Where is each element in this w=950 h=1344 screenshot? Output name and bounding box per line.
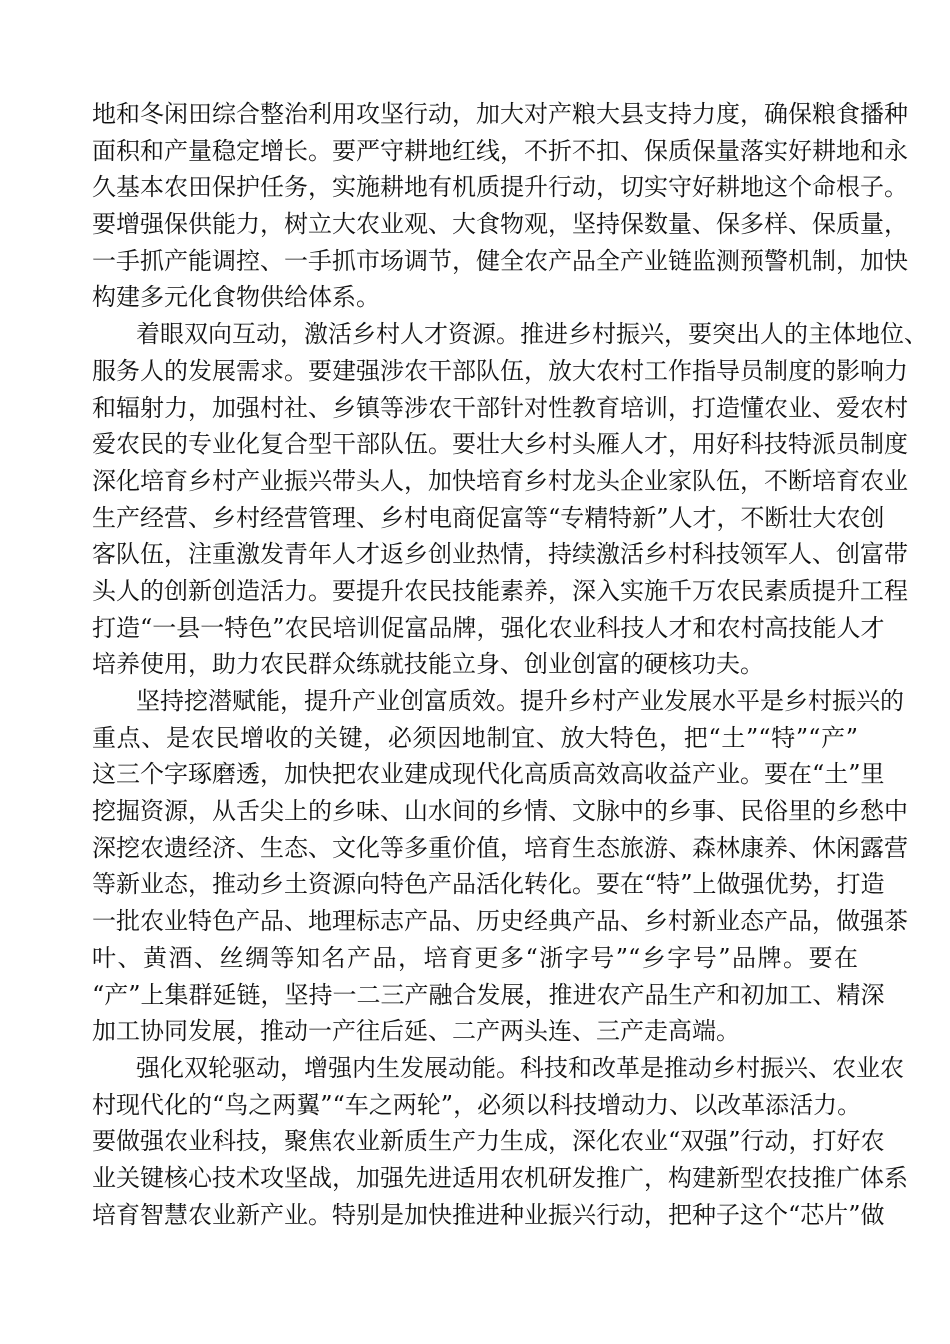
- text-line: 一手抓产能调控、一手抓市场调节，健全农产品全产业链监测预警机制，加快: [92, 246, 908, 275]
- text-line: 着眼双向互动，激活乡村人才资源。推进乡村振兴，要突出人的主体地位、: [136, 320, 928, 349]
- text-line: 构建多元化食物供给体系。: [92, 283, 380, 312]
- text-line: 这三个字琢磨透，加快把农业建成现代化高质高效高收益产业。要在“土”里: [92, 760, 885, 789]
- text-line: 强化双轮驱动，增强内生发展动能。科技和改革是推动乡村振兴、农业农: [136, 1053, 904, 1082]
- paragraph-rural-talent: [92, 316, 928, 683]
- text-line: 培育智慧农业新产业。特别是加快推进种业振兴行动，把种子这个“芯片”做: [92, 1200, 885, 1229]
- text-line: 重点、是农民增收的关键，必须因地制宜、放大特色，把“土”“特”“产”: [92, 723, 858, 752]
- paragraph-industry-wealth: [92, 683, 908, 1050]
- text-line: 面积和产量稳定增长。要严守耕地红线，不折不扣、保质保量落实好耕地和永: [92, 136, 908, 165]
- text-line: 等新业态，推动乡土资源向特色产品活化转化。要在“特”上做强优势，打造: [92, 870, 885, 899]
- text-line: 客队伍，注重激发青年人才返乡创业热情，持续激活乡村科技领军人、创富带: [92, 540, 908, 569]
- text-line: 地和冬闲田综合整治利用攻坚行动，加大对产粮大县支持力度，确保粮食播种: [92, 100, 908, 128]
- text-line: 挖掘资源，从舌尖上的乡味、山水间的乡情、文脉中的乡事、民俗里的乡愁中: [92, 797, 908, 826]
- text-line: 要做强农业科技，聚焦农业新质生产力生成，深化农业“双强”行动，打好农: [92, 1127, 885, 1156]
- text-line: 加工协同发展，推动一产往后延、二产两头连、三产走高端。: [92, 1017, 740, 1046]
- text-line: 村现代化的“鸟之两翼”“车之两轮”，必须以科技增动力、以改革添活力。: [92, 1090, 862, 1119]
- text-line: 一批农业特色产品、地理标志产品、历史经典产品、乡村新业态产品，做强茶: [92, 907, 908, 936]
- text-line: 深挖农遗经济、生态、文化等多重价值，培育生态旅游、森林康养、休闲露营: [92, 833, 908, 862]
- text-line: 和辐射力，加强村社、乡镇等涉农干部针对性教育培训，打造懂农业、爱农村: [92, 393, 908, 422]
- text-line: 打造“一县一特色”农民培训促富品牌，强化农业科技人才和农村高技能人才: [92, 613, 885, 642]
- text-line: 坚持挖潜赋能，提升产业创富质效。提升乡村产业发展水平是乡村振兴的: [136, 687, 904, 715]
- text-line: 生产经营、乡村经营管理、乡村电商促富等“专精特新”人才，不断壮大农创: [92, 503, 885, 532]
- text-line: 叶、黄酒、丝绸等知名产品，培育更多“浙字号”“乡字号”品牌。要在: [92, 943, 858, 972]
- text-line: 要增强保供能力，树立大农业观、大食物观，坚持保数量、保多样、保质量，: [92, 210, 908, 239]
- document-page: [92, 96, 928, 1233]
- text-line: 深化培育乡村产业振兴带头人，加快培育乡村龙头企业家队伍，不断培育农业: [92, 466, 908, 495]
- paragraph-food-security: [92, 96, 908, 316]
- text-line: 服务人的发展需求。要建强涉农干部队伍，放大农村工作指导员制度的影响力: [92, 356, 908, 385]
- text-line: “产”上集群延链，坚持一二三产融合发展，推进农产品生产和初加工、精深: [92, 980, 885, 1009]
- text-line: 久基本农田保护任务，实施耕地有机质提升行动，切实守好耕地这个命根子。: [92, 173, 908, 202]
- text-line: 爱农民的专业化复合型干部队伍。要壮大乡村头雁人才，用好科技特派员制度: [92, 430, 908, 459]
- text-line: 业关键核心技术攻坚战，加强先进适用农机研发推广，构建新型农技推广体系: [92, 1163, 908, 1192]
- paragraph-dual-drive: [92, 1050, 908, 1233]
- text-line: 头人的创新创造活力。要提升农民技能素养，深入实施千万农民素质提升工程: [92, 576, 908, 605]
- text-line: 培养使用，助力农民群众练就技能立身、创业创富的硬核功夫。: [92, 650, 764, 679]
